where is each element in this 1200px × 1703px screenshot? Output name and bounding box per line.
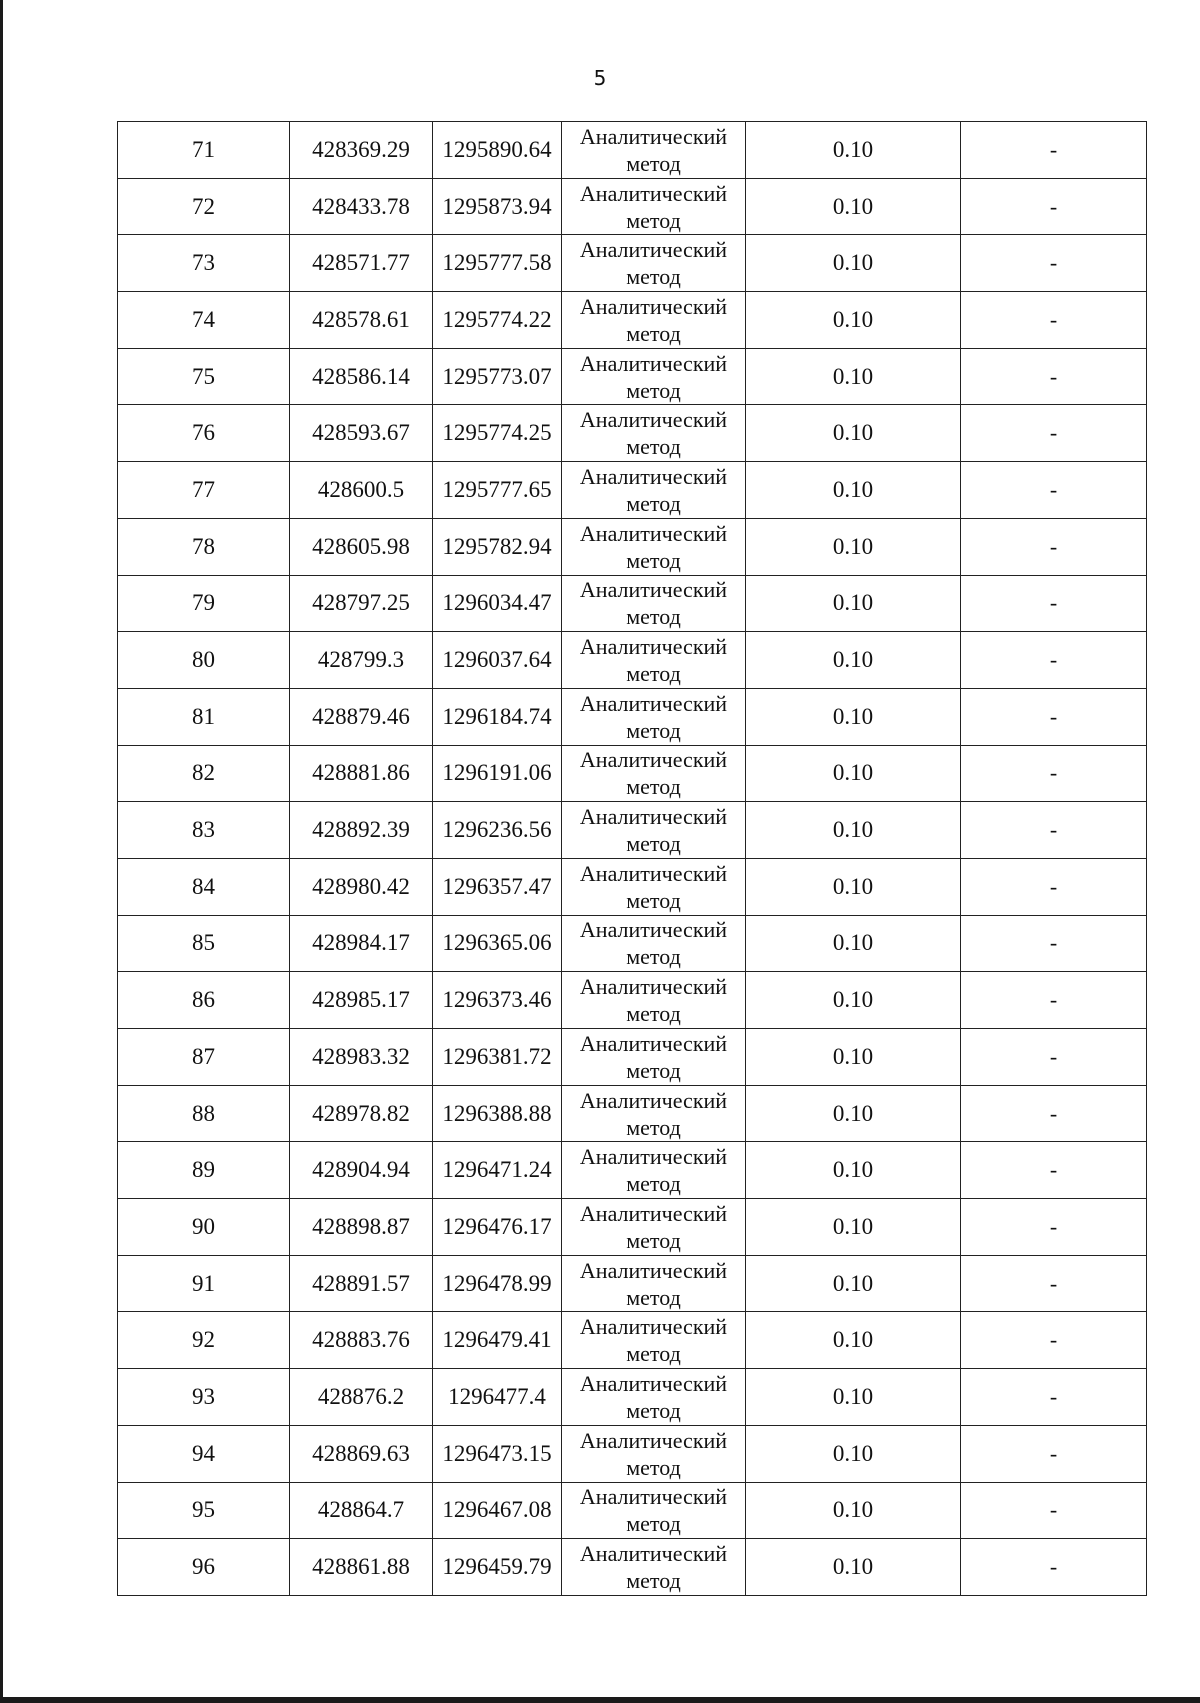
accuracy-cell: 0.10 (746, 745, 961, 802)
note-cell (961, 1312, 1147, 1369)
note-value: - (1049, 873, 1058, 899)
note-value: - (1049, 760, 1058, 786)
point-number-cell: 72 (118, 178, 290, 235)
point-number-cell: 79 (118, 575, 290, 632)
method-cell (562, 518, 746, 575)
point-number-cell: 76 (118, 405, 290, 462)
table-row (118, 575, 1147, 632)
method-line-1: Аналитический (579, 407, 728, 433)
y-coordinate-cell: 1295774.22 (433, 292, 562, 349)
method-line-2: метод (626, 150, 681, 176)
method-line-1: Аналитический (579, 350, 728, 376)
table-row (118, 1425, 1147, 1482)
accuracy-cell: 0.10 (746, 1482, 961, 1539)
note-value: - (1049, 1327, 1058, 1353)
point-number-cell: 71 (118, 122, 290, 179)
method-cell (562, 575, 746, 632)
method-line-1: Аналитический (579, 293, 728, 319)
point-number-cell: 77 (118, 462, 290, 519)
method-line-1: Аналитический (579, 1427, 728, 1453)
accuracy-cell: 0.10 (746, 1085, 961, 1142)
y-coordinate-cell: 1296373.46 (433, 972, 562, 1029)
y-coordinate-cell: 1296478.99 (433, 1255, 562, 1312)
table-row (118, 518, 1147, 575)
x-coordinate-cell: 428369.29 (290, 122, 433, 179)
note-value: - (1049, 306, 1058, 332)
table-row (118, 915, 1147, 972)
note-cell (961, 972, 1147, 1029)
x-coordinate-cell: 428978.82 (290, 1085, 433, 1142)
point-number-cell: 94 (118, 1425, 290, 1482)
note-value: - (1049, 930, 1058, 956)
y-coordinate-cell: 1296467.08 (433, 1482, 562, 1539)
method-line-2: метод (626, 320, 681, 346)
method-line-2: метод (626, 944, 681, 970)
note-value: - (1049, 533, 1058, 559)
method-line-2: метод (626, 1057, 681, 1083)
note-value: - (1049, 136, 1058, 162)
x-coordinate-cell: 428869.63 (290, 1425, 433, 1482)
note-cell (961, 1085, 1147, 1142)
table-row (118, 972, 1147, 1029)
x-coordinate-cell: 428593.67 (290, 405, 433, 462)
method-line-2: метод (626, 207, 681, 233)
note-cell (961, 1425, 1147, 1482)
note-cell (961, 1029, 1147, 1086)
x-coordinate-cell: 428881.86 (290, 745, 433, 802)
note-cell (961, 745, 1147, 802)
method-line-2: метод (626, 1171, 681, 1197)
x-coordinate-cell: 428891.57 (290, 1255, 433, 1312)
table-row (118, 1312, 1147, 1369)
note-cell (961, 405, 1147, 462)
method-line-2: метод (626, 547, 681, 573)
table-row (118, 1539, 1147, 1596)
method-line-1: Аналитический (579, 1030, 728, 1056)
y-coordinate-cell: 1296037.64 (433, 632, 562, 689)
accuracy-cell: 0.10 (746, 348, 961, 405)
table-row (118, 122, 1147, 179)
x-coordinate-cell: 428898.87 (290, 1199, 433, 1256)
y-coordinate-cell: 1296476.17 (433, 1199, 562, 1256)
note-cell (961, 802, 1147, 859)
x-coordinate-cell: 428892.39 (290, 802, 433, 859)
method-line-2: метод (626, 1114, 681, 1140)
x-coordinate-cell: 428883.76 (290, 1312, 433, 1369)
method-line-2: метод (626, 1341, 681, 1367)
coordinates-table (117, 121, 1147, 1596)
method-cell (562, 122, 746, 179)
point-number-cell: 74 (118, 292, 290, 349)
point-number-cell: 75 (118, 348, 290, 405)
note-value: - (1049, 1383, 1058, 1409)
table-row (118, 348, 1147, 405)
table-row (118, 632, 1147, 689)
note-cell (961, 1255, 1147, 1312)
table-row (118, 235, 1147, 292)
method-cell (562, 1539, 746, 1596)
note-cell (961, 1142, 1147, 1199)
y-coordinate-cell: 1296034.47 (433, 575, 562, 632)
note-value: - (1049, 250, 1058, 276)
point-number-cell: 82 (118, 745, 290, 802)
note-value: - (1049, 363, 1058, 389)
note-cell (961, 348, 1147, 405)
note-value: - (1049, 420, 1058, 446)
note-value: - (1049, 476, 1058, 502)
x-coordinate-cell: 428600.5 (290, 462, 433, 519)
table-row (118, 1482, 1147, 1539)
note-cell (961, 122, 1147, 179)
note-cell (961, 462, 1147, 519)
note-cell (961, 235, 1147, 292)
accuracy-cell: 0.10 (746, 235, 961, 292)
method-cell (562, 915, 746, 972)
method-line-1: Аналитический (579, 463, 728, 489)
method-line-2: метод (626, 1454, 681, 1480)
x-coordinate-cell: 428861.88 (290, 1539, 433, 1596)
note-value: - (1049, 817, 1058, 843)
method-line-1: Аналитический (579, 917, 728, 943)
x-coordinate-cell: 428985.17 (290, 972, 433, 1029)
note-cell (961, 292, 1147, 349)
method-cell (562, 745, 746, 802)
table-row (118, 1142, 1147, 1199)
y-coordinate-cell: 1295890.64 (433, 122, 562, 179)
accuracy-cell: 0.10 (746, 575, 961, 632)
scan-edge-left (0, 0, 3, 1703)
method-line-1: Аналитический (579, 180, 728, 206)
method-line-1: Аналитический (579, 1257, 728, 1283)
accuracy-cell: 0.10 (746, 915, 961, 972)
table-row (118, 858, 1147, 915)
accuracy-cell: 0.10 (746, 1539, 961, 1596)
point-number-cell: 90 (118, 1199, 290, 1256)
table-row (118, 1255, 1147, 1312)
method-cell (562, 1482, 746, 1539)
accuracy-cell: 0.10 (746, 1142, 961, 1199)
method-line-2: метод (626, 717, 681, 743)
point-number-cell: 95 (118, 1482, 290, 1539)
accuracy-cell: 0.10 (746, 802, 961, 859)
method-cell (562, 1425, 746, 1482)
method-line-1: Аналитический (579, 1144, 728, 1170)
method-cell (562, 1312, 746, 1369)
x-coordinate-cell: 428571.77 (290, 235, 433, 292)
point-number-cell: 84 (118, 858, 290, 915)
note-cell (961, 178, 1147, 235)
method-cell (562, 1369, 746, 1426)
method-line-1: Аналитический (579, 520, 728, 546)
y-coordinate-cell: 1296236.56 (433, 802, 562, 859)
note-value: - (1049, 1157, 1058, 1183)
y-coordinate-cell: 1295777.58 (433, 235, 562, 292)
point-number-cell: 85 (118, 915, 290, 972)
x-coordinate-cell: 428797.25 (290, 575, 433, 632)
table-row (118, 688, 1147, 745)
table-row (118, 405, 1147, 462)
method-cell (562, 1142, 746, 1199)
point-number-cell: 86 (118, 972, 290, 1029)
table-row (118, 178, 1147, 235)
method-line-2: метод (626, 1511, 681, 1537)
point-number-cell: 81 (118, 688, 290, 745)
page-number: 5 (593, 66, 607, 90)
note-cell (961, 858, 1147, 915)
accuracy-cell: 0.10 (746, 1312, 961, 1369)
method-line-2: метод (626, 1397, 681, 1423)
method-cell (562, 688, 746, 745)
point-number-cell: 88 (118, 1085, 290, 1142)
accuracy-cell: 0.10 (746, 292, 961, 349)
method-line-2: метод (626, 604, 681, 630)
note-value: - (1049, 987, 1058, 1013)
method-cell (562, 405, 746, 462)
y-coordinate-cell: 1296365.06 (433, 915, 562, 972)
note-cell (961, 1539, 1147, 1596)
note-cell (961, 915, 1147, 972)
x-coordinate-cell: 428904.94 (290, 1142, 433, 1199)
method-line-2: метод (626, 887, 681, 913)
y-coordinate-cell: 1296184.74 (433, 688, 562, 745)
note-cell (961, 632, 1147, 689)
x-coordinate-cell: 428586.14 (290, 348, 433, 405)
point-number-cell: 96 (118, 1539, 290, 1596)
table-row (118, 1029, 1147, 1086)
method-line-2: метод (626, 264, 681, 290)
x-coordinate-cell: 428980.42 (290, 858, 433, 915)
x-coordinate-cell: 428984.17 (290, 915, 433, 972)
accuracy-cell: 0.10 (746, 178, 961, 235)
point-number-cell: 93 (118, 1369, 290, 1426)
y-coordinate-cell: 1296357.47 (433, 858, 562, 915)
note-value: - (1049, 1270, 1058, 1296)
note-value: - (1049, 703, 1058, 729)
point-number-cell: 80 (118, 632, 290, 689)
method-line-2: метод (626, 490, 681, 516)
method-cell (562, 858, 746, 915)
coordinates-table-body (118, 122, 1147, 1596)
method-line-1: Аналитический (579, 634, 728, 660)
x-coordinate-cell: 428799.3 (290, 632, 433, 689)
point-number-cell: 73 (118, 235, 290, 292)
method-line-2: метод (626, 1001, 681, 1027)
table-row (118, 1369, 1147, 1426)
method-line-1: Аналитический (579, 1541, 728, 1567)
method-line-1: Аналитический (579, 974, 728, 1000)
note-value: - (1049, 1554, 1058, 1580)
y-coordinate-cell: 1295873.94 (433, 178, 562, 235)
method-line-2: метод (626, 1284, 681, 1310)
y-coordinate-cell: 1296191.06 (433, 745, 562, 802)
x-coordinate-cell: 428983.32 (290, 1029, 433, 1086)
method-line-1: Аналитический (579, 1370, 728, 1396)
method-line-1: Аналитический (579, 860, 728, 886)
note-value: - (1049, 1497, 1058, 1523)
x-coordinate-cell: 428578.61 (290, 292, 433, 349)
note-cell (961, 1482, 1147, 1539)
method-line-2: метод (626, 377, 681, 403)
x-coordinate-cell: 428864.7 (290, 1482, 433, 1539)
note-cell (961, 518, 1147, 575)
table-row (118, 745, 1147, 802)
table-row (118, 1199, 1147, 1256)
method-cell (562, 348, 746, 405)
point-number-cell: 78 (118, 518, 290, 575)
method-line-2: метод (626, 774, 681, 800)
method-cell (562, 462, 746, 519)
accuracy-cell: 0.10 (746, 1255, 961, 1312)
accuracy-cell: 0.10 (746, 972, 961, 1029)
x-coordinate-cell: 428605.98 (290, 518, 433, 575)
method-cell (562, 235, 746, 292)
method-line-1: Аналитический (579, 237, 728, 263)
table-row (118, 802, 1147, 859)
accuracy-cell: 0.10 (746, 858, 961, 915)
table-row (118, 462, 1147, 519)
note-value: - (1049, 647, 1058, 673)
y-coordinate-cell: 1295782.94 (433, 518, 562, 575)
y-coordinate-cell: 1296459.79 (433, 1539, 562, 1596)
accuracy-cell: 0.10 (746, 688, 961, 745)
y-coordinate-cell: 1295773.07 (433, 348, 562, 405)
note-value: - (1049, 193, 1058, 219)
y-coordinate-cell: 1296473.15 (433, 1425, 562, 1482)
method-cell (562, 802, 746, 859)
method-line-1: Аналитический (579, 1200, 728, 1226)
accuracy-cell: 0.10 (746, 1199, 961, 1256)
table-row (118, 1085, 1147, 1142)
y-coordinate-cell: 1295774.25 (433, 405, 562, 462)
accuracy-cell: 0.10 (746, 1369, 961, 1426)
accuracy-cell: 0.10 (746, 1029, 961, 1086)
method-cell (562, 292, 746, 349)
method-line-1: Аналитический (579, 1484, 728, 1510)
x-coordinate-cell: 428876.2 (290, 1369, 433, 1426)
accuracy-cell: 0.10 (746, 405, 961, 462)
note-value: - (1049, 590, 1058, 616)
accuracy-cell: 0.10 (746, 122, 961, 179)
method-cell (562, 1199, 746, 1256)
accuracy-cell: 0.10 (746, 518, 961, 575)
scan-edge-bottom (0, 1697, 1200, 1703)
y-coordinate-cell: 1296471.24 (433, 1142, 562, 1199)
y-coordinate-cell: 1296388.88 (433, 1085, 562, 1142)
method-line-1: Аналитический (579, 747, 728, 773)
y-coordinate-cell: 1296381.72 (433, 1029, 562, 1086)
point-number-cell: 91 (118, 1255, 290, 1312)
x-coordinate-cell: 428879.46 (290, 688, 433, 745)
point-number-cell: 87 (118, 1029, 290, 1086)
method-cell (562, 632, 746, 689)
method-line-2: метод (626, 831, 681, 857)
note-cell (961, 688, 1147, 745)
accuracy-cell: 0.10 (746, 1425, 961, 1482)
note-value: - (1049, 1100, 1058, 1126)
note-cell (961, 1199, 1147, 1256)
method-cell (562, 1029, 746, 1086)
method-line-2: метод (626, 1568, 681, 1594)
note-value: - (1049, 1440, 1058, 1466)
point-number-cell: 92 (118, 1312, 290, 1369)
method-cell (562, 972, 746, 1029)
method-cell (562, 1085, 746, 1142)
accuracy-cell: 0.10 (746, 462, 961, 519)
method-line-1: Аналитический (579, 804, 728, 830)
note-value: - (1049, 1043, 1058, 1069)
method-line-1: Аналитический (579, 123, 728, 149)
note-cell (961, 1369, 1147, 1426)
note-cell (961, 575, 1147, 632)
y-coordinate-cell: 1295777.65 (433, 462, 562, 519)
method-line-1: Аналитический (579, 1314, 728, 1340)
table-row (118, 292, 1147, 349)
y-coordinate-cell: 1296479.41 (433, 1312, 562, 1369)
method-line-1: Аналитический (579, 1087, 728, 1113)
method-cell (562, 1255, 746, 1312)
note-value: - (1049, 1213, 1058, 1239)
method-line-2: метод (626, 661, 681, 687)
x-coordinate-cell: 428433.78 (290, 178, 433, 235)
method-line-1: Аналитический (579, 690, 728, 716)
point-number-cell: 89 (118, 1142, 290, 1199)
point-number-cell: 83 (118, 802, 290, 859)
method-line-2: метод (626, 434, 681, 460)
method-line-2: метод (626, 1227, 681, 1253)
method-cell (562, 178, 746, 235)
y-coordinate-cell: 1296477.4 (433, 1369, 562, 1426)
accuracy-cell: 0.10 (746, 632, 961, 689)
method-line-1: Аналитический (579, 577, 728, 603)
